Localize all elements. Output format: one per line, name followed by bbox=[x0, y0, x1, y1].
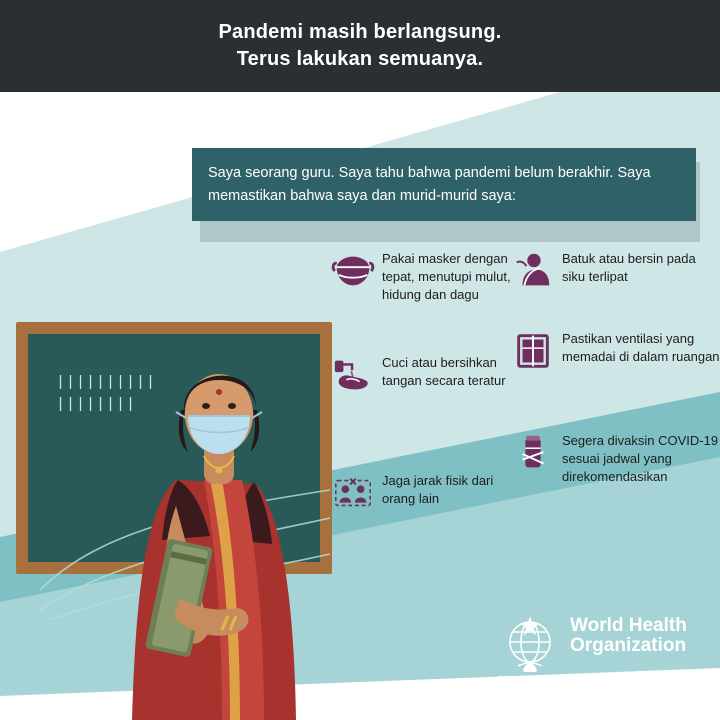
point-cough-elbow bbox=[510, 248, 720, 310]
who-name-line-1: World Health bbox=[570, 615, 687, 636]
point-get-vaccinated bbox=[510, 430, 720, 516]
header-title-line-2: Terus lakukan semuanya. bbox=[236, 48, 484, 70]
point-wear-mask-label: Pakai masker dengan tepat, menutupi mulut, hidung dan dagu bbox=[382, 251, 511, 302]
point-wash-hands-label: Cuci atau bersihkan tangan secara teratur bbox=[382, 355, 506, 388]
who-name-line-2: Organization bbox=[570, 635, 687, 656]
who-emblem-icon bbox=[498, 612, 562, 676]
point-ventilation bbox=[510, 328, 720, 412]
teacher-illustration bbox=[118, 330, 328, 720]
speech-banner bbox=[192, 148, 696, 221]
who-divider bbox=[498, 676, 704, 677]
blackboard-marks-line-2: |||||||| bbox=[56, 396, 137, 413]
point-get-vaccinated-label: Segera divaksin COVID-19 sesuai jadwal yang direkomendasikan bbox=[562, 433, 719, 484]
vaccine-vial-icon bbox=[510, 430, 556, 476]
face-mask-icon bbox=[330, 248, 376, 294]
cough-into-elbow-icon bbox=[510, 248, 556, 294]
who-name bbox=[570, 616, 687, 656]
points-column-left bbox=[330, 248, 520, 548]
point-physical-distance-label: Jaga jarak fisik dari orang lain bbox=[382, 473, 494, 506]
physical-distancing-icon bbox=[330, 470, 376, 516]
open-window-ventilation-icon bbox=[510, 328, 556, 374]
header-banner bbox=[0, 0, 720, 92]
who-logo bbox=[498, 612, 704, 704]
point-wear-mask bbox=[330, 248, 520, 334]
speech-banner-text: Saya seorang guru. Saya tahu bahwa pandemi belum berakhir. Saya memastikan bahwa saya dan murid-murid saya: bbox=[208, 165, 651, 204]
who-region-label: South-East Asian Region bbox=[548, 682, 704, 698]
point-cough-elbow-label: Batuk atau bersin pada siku terlipat bbox=[562, 251, 696, 284]
header-title-line-1: Pandemi masih berlangsung. bbox=[218, 21, 502, 43]
points-column-right bbox=[510, 248, 720, 534]
point-physical-distance bbox=[330, 470, 520, 530]
point-wash-hands bbox=[330, 352, 520, 452]
handwashing-icon bbox=[330, 352, 376, 398]
point-ventilation-label: Pastikan ventilasi yang memadai di dalam ruangan bbox=[562, 331, 720, 364]
blackboard-marks-line-1: |||||||||| bbox=[56, 374, 157, 391]
